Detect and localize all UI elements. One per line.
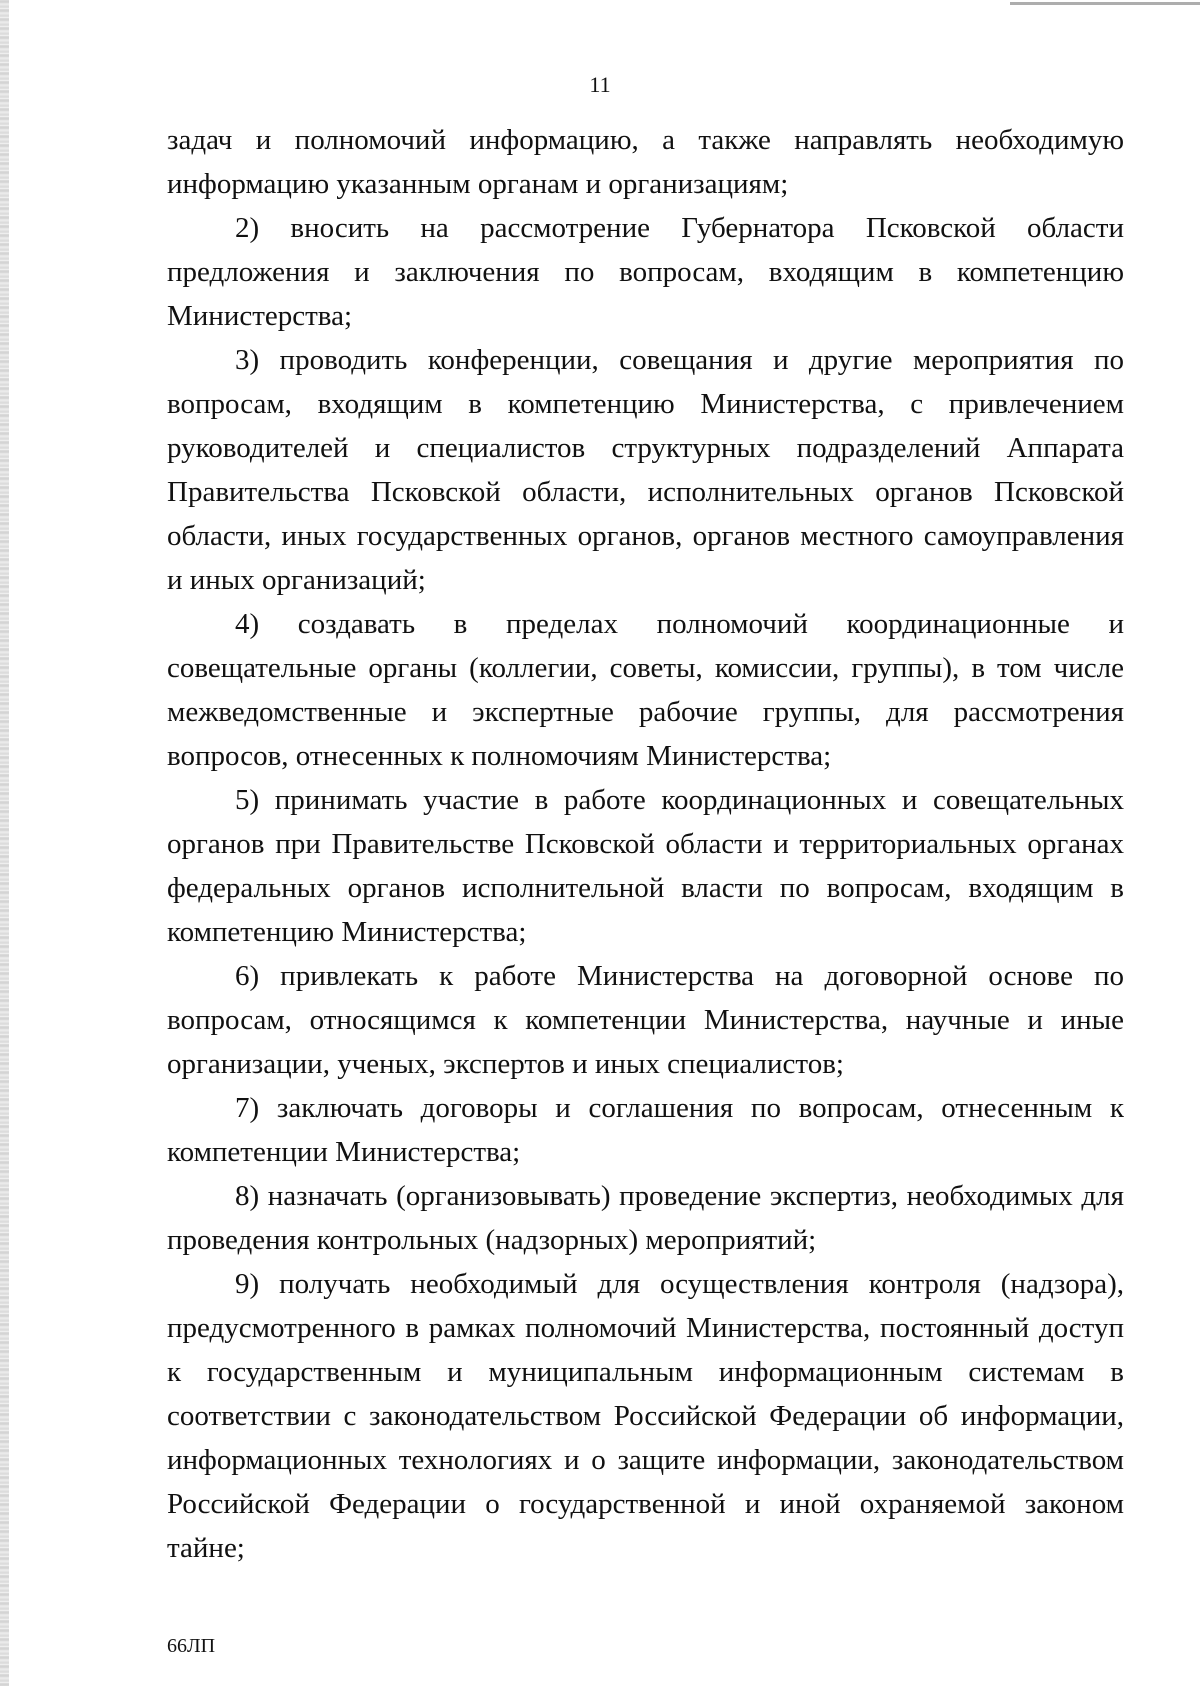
document-code: 66ЛП <box>167 1635 216 1657</box>
list-item-4: 4) создавать в пределах полномочий координационные и совещательные органы (коллегии, советы, комиссии, группы), в том числе межведомственные и экспертные рабочие группы, для рассмотрения вопросов, отнесенных к полномочиям Министерства; <box>167 608 1124 772</box>
paragraph-continuation: задач и полномочий информацию, а также направлять необходимую информацию указанным органам и организациям; <box>167 124 1124 200</box>
document-body <box>167 118 1124 1570</box>
list-item-7: 7) заключать договоры и соглашения по вопросам, отнесенным к компетенции Министерства; <box>167 1092 1124 1168</box>
scan-corner-line <box>1010 2 1200 5</box>
page-number: 11 <box>589 72 611 97</box>
list-item-5: 5) принимать участие в работе координационных и совещательных органов при Правительстве Псковской области и территориальных органах федеральных органов исполнительной власти по вопросам, входящим в компетенцию Министерства; <box>167 784 1124 948</box>
list-item-9: 9) получать необходимый для осуществления контроля (надзора), предусмотренного в рамках полномочий Министерства, постоянный доступ к государственным и муниципальным информационным системам в соответствии с законодательством Российской Федерации об информации, информационных технологиях и о защите информации, законодательством Российской Федерации о государственной и иной охраняемой законом тайне; <box>167 1268 1124 1564</box>
list-item-2: 2) вносить на рассмотрение Губернатора Псковской области предложения и заключения по вопросам, входящим в компетенцию Министерства; <box>167 212 1124 332</box>
scan-edge <box>0 0 9 1686</box>
list-item-6: 6) привлекать к работе Министерства на договорной основе по вопросам, относящимся к компетенции Министерства, научные и иные организации, ученых, экспертов и иных специалистов; <box>167 960 1124 1080</box>
list-item-3: 3) проводить конференции, совещания и другие мероприятия по вопросам, входящим в компетенцию Министерства, с привлечением руководителей и специалистов структурных подразделений Аппарата Правительства Псковской области, исполнительных органов Псковской области, иных государственных органов, органов местного самоуправления и иных организаций; <box>167 344 1124 596</box>
list-item-8: 8) назначать (организовывать) проведение экспертиз, необходимых для проведения контрольных (надзорных) мероприятий; <box>167 1180 1124 1256</box>
